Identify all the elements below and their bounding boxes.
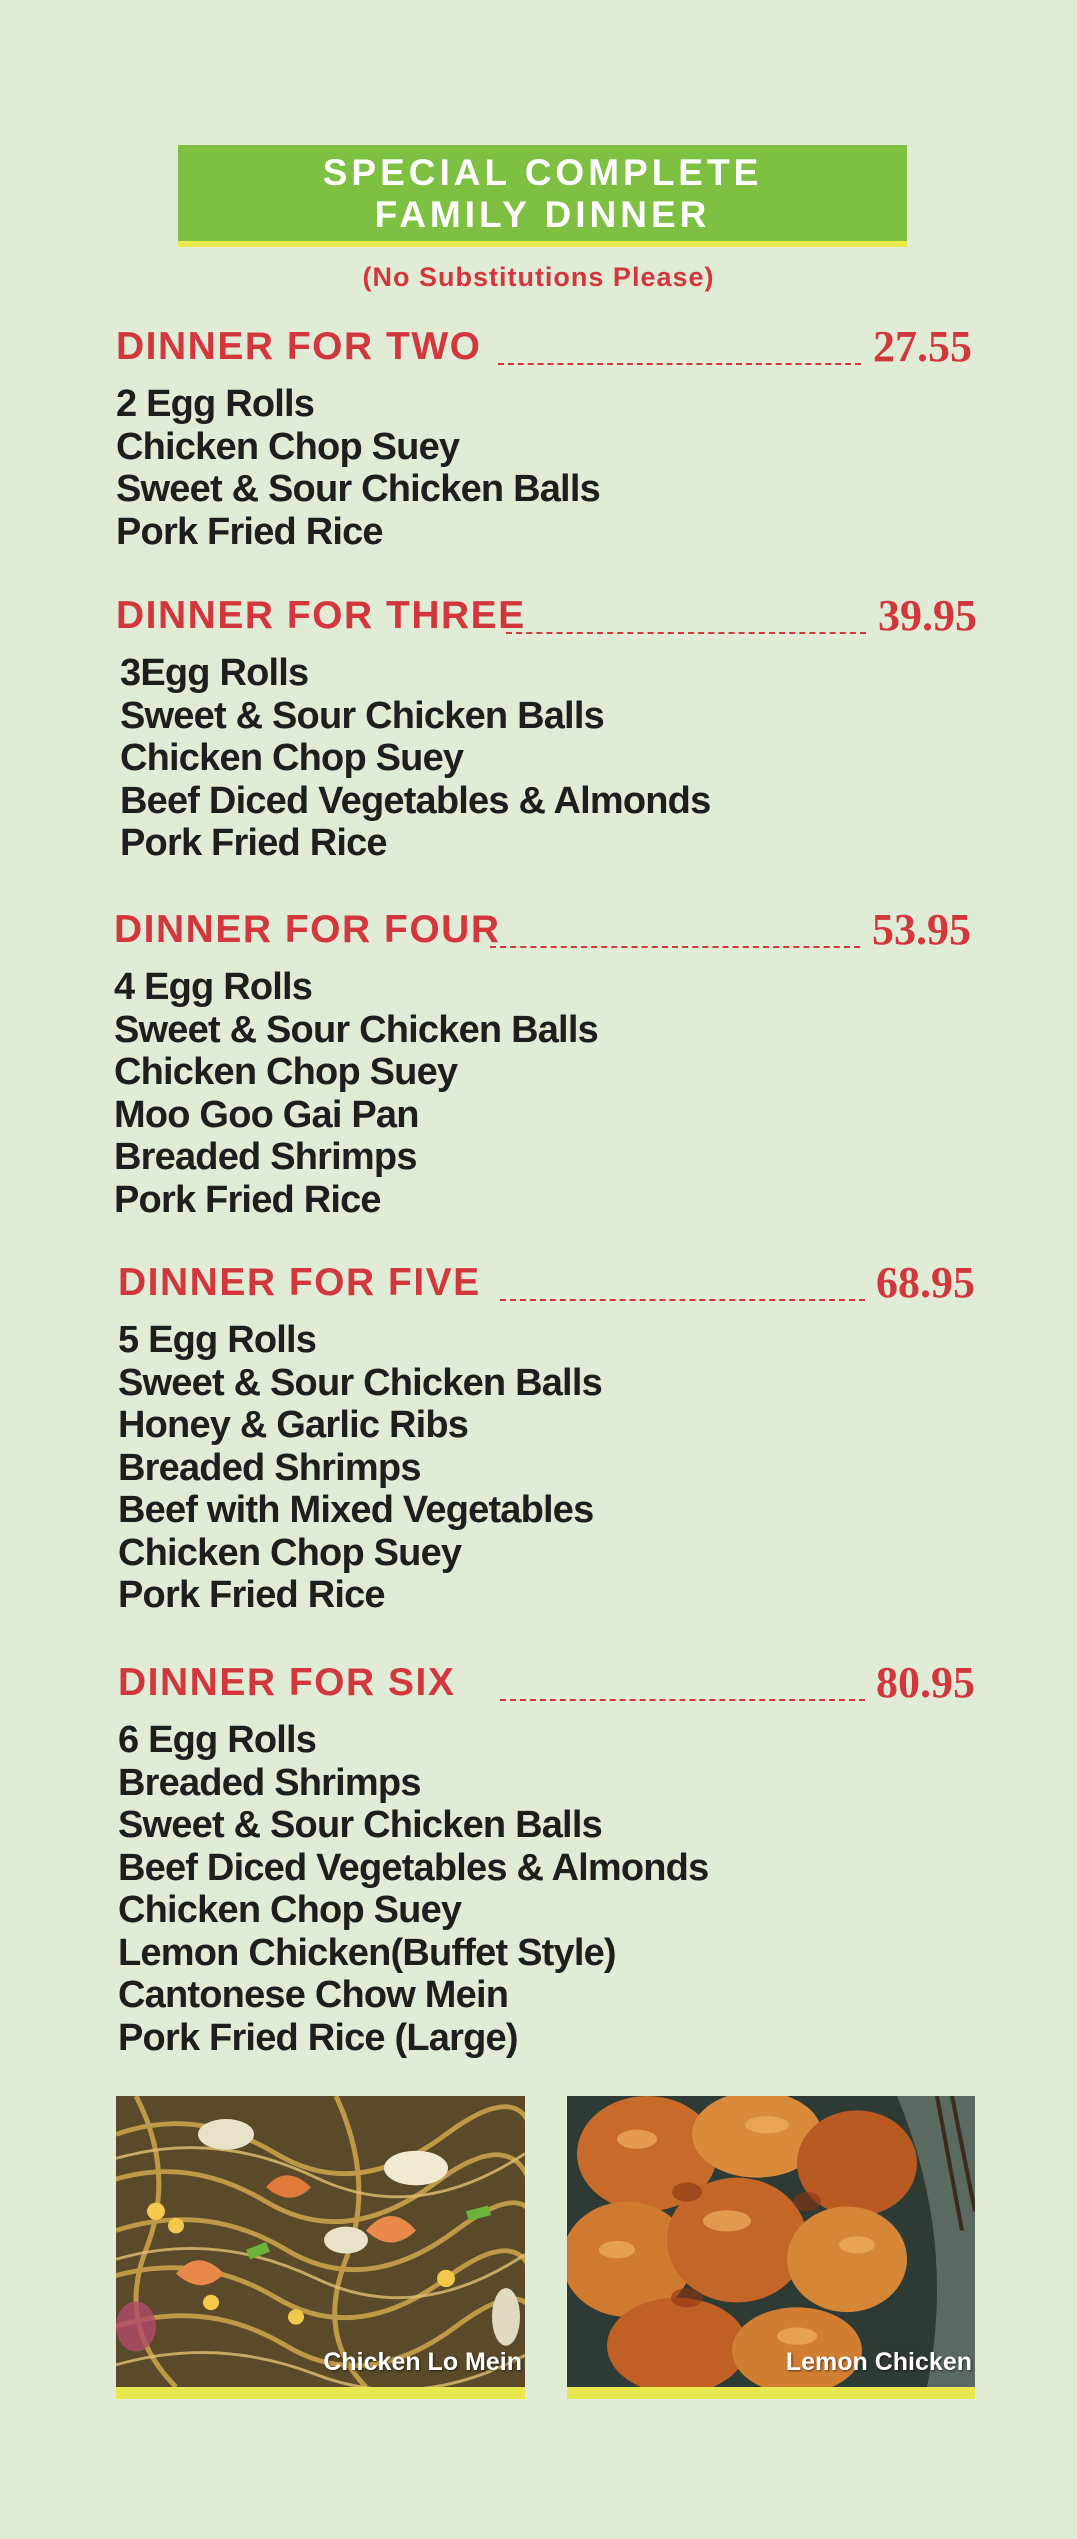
dinner-item-list [118, 1319, 1077, 1617]
dinner-price: 27.55 [873, 322, 972, 371]
dotted-leader [500, 1299, 865, 1301]
menu-item: Pork Fried Rice [114, 1178, 381, 1221]
dinner-title: DINNER FOR FOUR [114, 908, 501, 951]
dinner-for-four-section [0, 905, 1077, 1221]
dinner-for-two-section [0, 322, 1077, 553]
dinner-title: DINNER FOR SIX [118, 1661, 456, 1704]
dinner-for-five-section [0, 1258, 1077, 1617]
menu-item: Pork Fried Rice [116, 510, 383, 553]
menu-item: Chicken Chop Suey [120, 737, 464, 779]
menu-item: 2 Egg Rolls [116, 383, 315, 425]
dinner-title: DINNER FOR THREE [116, 594, 526, 637]
menu-item: Sweet & Sour Chicken Balls [114, 1008, 598, 1051]
dinner-item-list [120, 652, 1077, 865]
dotted-leader [498, 363, 861, 365]
menu-item: Lemon Chicken(Buffet Style) [118, 1931, 616, 1974]
dinner-price: 53.95 [872, 905, 971, 954]
lemon-chicken-photo [567, 2096, 975, 2399]
menu-item: Cantonese Chow Mein [118, 1974, 509, 2016]
menu-item: Beef with Mixed Vegetables [118, 1489, 594, 1531]
menu-item: Sweet & Sour Chicken Balls [118, 1804, 602, 1846]
menu-title-banner [178, 145, 907, 247]
menu-item: Sweet & Sour Chicken Balls [120, 694, 604, 737]
dinner-title: DINNER FOR FIVE [118, 1261, 481, 1304]
photo-caption: Chicken Lo Mein [323, 2348, 522, 2376]
menu-item: Breaded Shrimps [118, 1761, 421, 1804]
menu-item: Sweet & Sour Chicken Balls [118, 1361, 602, 1404]
dotted-leader [500, 1699, 865, 1701]
menu-item: Chicken Chop Suey [116, 425, 460, 468]
menu-item: Sweet & Sour Chicken Balls [116, 468, 600, 510]
menu-item: Pork Fried Rice [120, 822, 387, 864]
dinner-item-list [114, 966, 1077, 1221]
menu-item: Honey & Garlic Ribs [118, 1404, 469, 1446]
dinner-title: DINNER FOR TWO [116, 325, 482, 368]
menu-item: 3Egg Rolls [120, 652, 309, 694]
menu-item: Breaded Shrimps [114, 1136, 417, 1178]
menu-item: Beef Diced Vegetables & Almonds [118, 1846, 709, 1889]
photo-caption: Lemon Chicken [785, 2348, 972, 2376]
dotted-leader [506, 632, 866, 634]
fried-chicken-image [567, 2096, 975, 2387]
menu-item: 5 Egg Rolls [118, 1319, 317, 1361]
chicken-lo-mein-photo [116, 2096, 525, 2399]
menu-item: Pork Fried Rice [118, 1574, 385, 1616]
menu-item: Chicken Chop Suey [118, 1889, 462, 1931]
menu-item: Breaded Shrimps [118, 1446, 421, 1489]
dinner-item-list [116, 383, 1077, 553]
dinner-price: 39.95 [878, 591, 977, 640]
menu-item: Pork Fried Rice (Large) [118, 2016, 518, 2059]
menu-item: Beef Diced Vegetables & Almonds [120, 779, 711, 822]
menu-item: Chicken Chop Suey [114, 1051, 458, 1093]
dinner-for-three-section [0, 591, 1077, 865]
menu-item: Chicken Chop Suey [118, 1531, 462, 1574]
menu-item: 6 Egg Rolls [118, 1719, 317, 1761]
menu-title-line1: SPECIAL COMPLETE [322, 152, 763, 193]
menu-item: Moo Goo Gai Pan [114, 1093, 419, 1136]
menu-title-line2: FAMILY DINNER [374, 194, 711, 235]
dotted-leader [490, 946, 860, 948]
menu-item: 4 Egg Rolls [114, 966, 313, 1008]
dinner-price: 80.95 [876, 1658, 975, 1707]
noodle-dish-image [116, 2096, 525, 2387]
substitution-note: (No Substitutions Please) [362, 262, 715, 292]
dinner-for-six-section [0, 1658, 1077, 2059]
dinner-price: 68.95 [876, 1258, 975, 1307]
dinner-item-list [118, 1719, 1077, 2059]
